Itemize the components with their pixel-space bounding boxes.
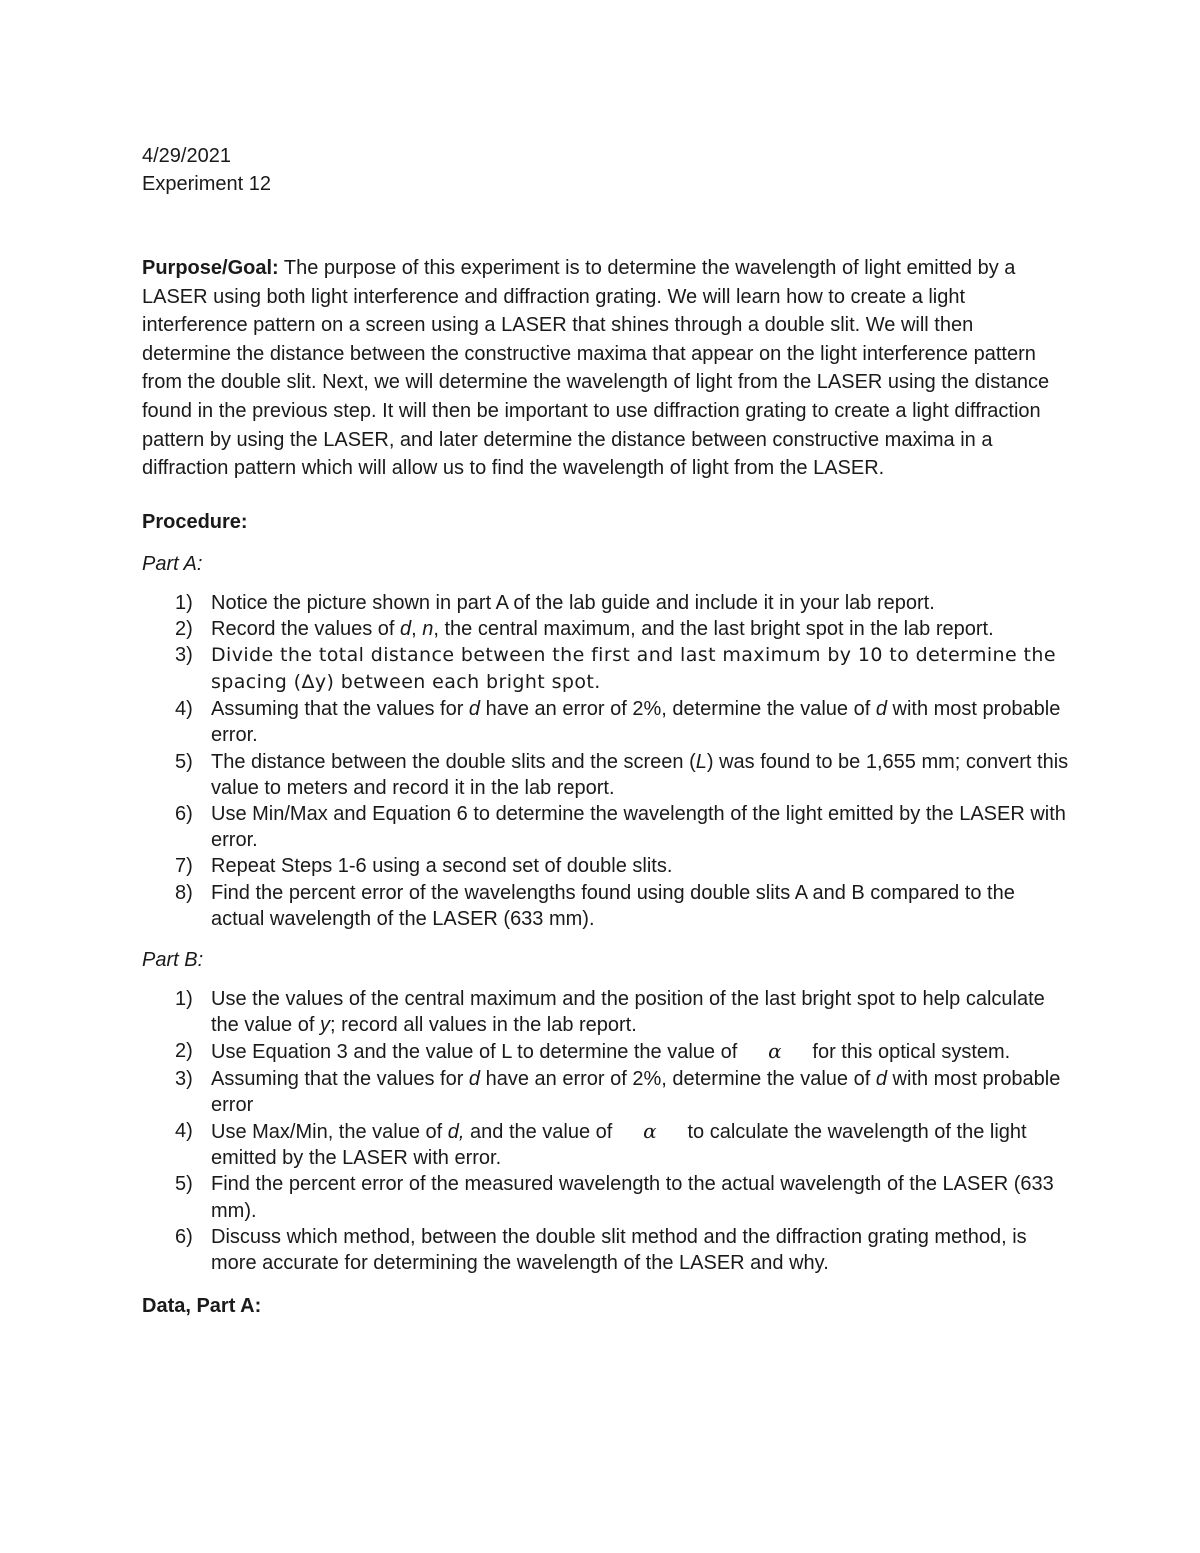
step-text: Record the values of	[211, 617, 400, 640]
step-text: Discuss which method, between the double slit method and the diffraction grating method, is more accurate for determining the wavelength of the LASER and why.	[211, 1225, 1027, 1275]
variable-y: y	[319, 1014, 330, 1037]
variable-l: L	[695, 750, 707, 773]
part-a-steps	[142, 590, 1072, 932]
list-item	[142, 749, 1072, 801]
step-number: 6)	[175, 802, 193, 825]
procedure-heading: Procedure:	[142, 510, 248, 533]
data-part-a-heading: Data, Part A:	[142, 1295, 262, 1318]
variable-d: d	[468, 1067, 481, 1090]
step-number: 6)	[175, 1225, 193, 1248]
step-text: ,	[411, 617, 423, 640]
part-b-label: Part B:	[142, 948, 204, 971]
step-text: have an error of 2%, determine the value of	[480, 1067, 876, 1090]
list-item	[142, 880, 1072, 932]
step-text: for this optical system.	[806, 1041, 1011, 1064]
list-item	[142, 1224, 1072, 1276]
step-text: Assuming that the values for	[211, 1067, 469, 1090]
purpose-paragraph	[142, 254, 1067, 483]
step-number: 8)	[175, 881, 193, 904]
report-date: 4/29/2021	[142, 145, 231, 167]
list-item	[142, 1171, 1072, 1223]
part-b-steps	[142, 986, 1072, 1276]
variable-d: d,	[447, 1121, 465, 1143]
step-text: to calculate the wavelength of the light emitted by the LASER with error.	[211, 1121, 1027, 1170]
variable-d: d	[875, 698, 887, 721]
list-item	[142, 1038, 1072, 1065]
step-number: 2)	[175, 1040, 193, 1063]
list-item	[142, 801, 1072, 853]
step-number: 5)	[175, 1173, 193, 1196]
list-item	[142, 590, 1072, 616]
step-text: Assuming that the values for	[211, 698, 469, 721]
step-number: 4)	[175, 698, 193, 721]
step-number: 1)	[175, 591, 193, 614]
step-text: , the central maximum, and the last bright spot in the lab report.	[433, 617, 994, 640]
variable-d: d	[400, 617, 412, 640]
step-text: ) was found to be 1,655 mm; convert this value to meters and record it in the lab report.	[211, 750, 1069, 799]
step-text: Use the values of the central maximum and the position of the last bright spot to help calculate the value of	[211, 987, 1045, 1037]
list-item	[142, 853, 1072, 879]
step-text: Use Min/Max and Equation 6 to determine the wavelength of the light emitted by the LASER with error.	[211, 802, 1066, 852]
step-text: Divide the total distance between the first and last maximum by 10 to determine the spacing (Δy) between each bright spot.	[211, 644, 1056, 694]
step-number: 2)	[175, 617, 193, 640]
step-number: 3)	[175, 644, 193, 667]
experiment-title: Experiment 12	[142, 173, 271, 195]
step-number: 3)	[175, 1067, 193, 1090]
list-item	[142, 1118, 1072, 1171]
step-text: Find the percent error of the wavelengths found using double slits A and B compared to the actual wavelength of the LASER (633 mm).	[211, 881, 1015, 930]
step-text: with most probable error	[211, 1067, 1061, 1116]
alpha-symbol: α	[643, 1119, 657, 1143]
step-text: have an error of 2%, determine the value of	[480, 698, 876, 721]
step-number: 5)	[175, 750, 193, 773]
step-text: Use Max/Min, the value of	[211, 1121, 448, 1143]
variable-d: d	[468, 698, 481, 721]
step-text: Use Equation 3 and the value of L to determine the value of	[211, 1041, 743, 1064]
step-text: ; record all values in the lab report.	[329, 1014, 637, 1037]
document-page	[142, 142, 1072, 1320]
step-text: The distance between the double slits and the screen (	[211, 750, 696, 773]
step-text: Find the percent error of the measured wavelength to the actual wavelength of the LASER (633 mm).	[211, 1173, 1054, 1222]
part-a-label: Part A:	[142, 552, 203, 575]
purpose-label: Purpose/Goal:	[142, 257, 279, 279]
alpha-symbol: α	[768, 1039, 782, 1064]
list-item	[142, 642, 1072, 696]
list-item	[142, 696, 1072, 748]
purpose-text: The purpose of this experiment is to determine the wavelength of light emitted by a LASER using both light interference and diffraction grating. We will learn how to create a light interference pattern on a screen using a LASER that shines through a double slit. We will then determine the distance between the constructive maxima that appear on the light interference pattern from the double slit. Next, we will determine the wavelength of light from the LASER using the distance found in the previous step. It will then be important to use diffraction grating to create a light diffraction pattern by using the LASER, and later determine the distance between constructive maxima in a diffraction pattern which will allow us to find the wavelength of light from the LASER.	[142, 257, 1050, 480]
step-text: and the value of	[464, 1121, 618, 1143]
variable-d: d	[875, 1067, 887, 1090]
list-item	[142, 1066, 1072, 1118]
variable-n: n	[422, 617, 434, 640]
step-number: 4)	[175, 1120, 193, 1142]
step-text: Notice the picture shown in part A of the lab guide and include it in your lab report.	[211, 591, 935, 614]
step-number: 1)	[175, 987, 193, 1010]
list-item	[142, 616, 1072, 642]
step-text: with most probable error.	[211, 698, 1061, 747]
step-number: 7)	[175, 855, 193, 878]
step-text: Repeat Steps 1-6 using a second set of double slits.	[211, 855, 673, 878]
list-item	[142, 986, 1072, 1038]
